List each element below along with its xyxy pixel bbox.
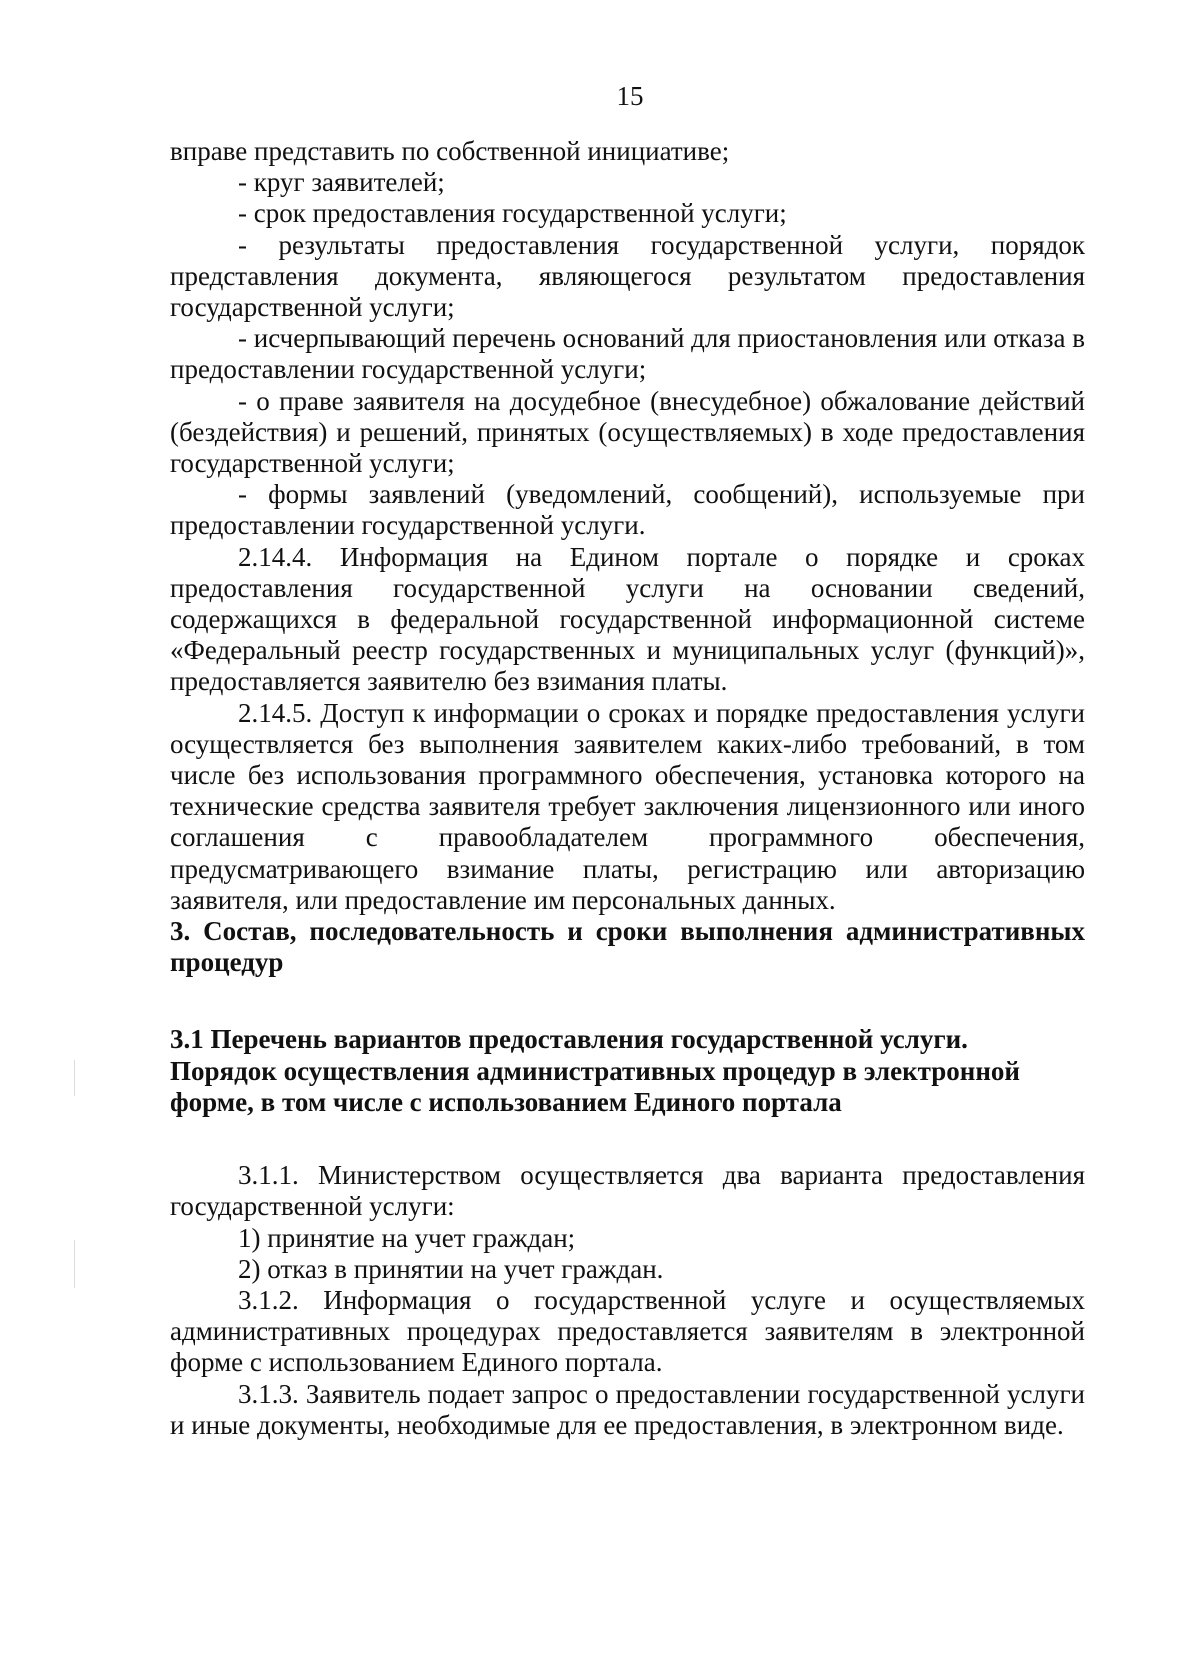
paragraph-3-1-2: 3.1.2. Информация о государственной услуге и осуществляемых административных процедурах предоставляется заявителям в электронной форме с использованием Единого портала. [170, 1284, 1085, 1378]
page-number: 15 [616, 81, 644, 111]
list-item: - исчерпывающий перечень оснований для приостановления или отказа в предоставлении государственной услуги; [170, 323, 1085, 385]
paragraph-3-1-1: 3.1.1. Министерством осуществляется два варианта предоставления государственной услуги: [170, 1160, 1085, 1222]
document-body [170, 136, 1085, 1441]
paragraph: вправе представить по собственной инициативе; [170, 136, 730, 166]
list-item: - о праве заявителя на досудебное (внесудебное) обжалование действий (бездействия) и решений, принятых (осуществляемых) в ходе предоставления государственной услуги; [170, 385, 1085, 479]
subsection-heading [170, 1024, 1085, 1118]
section-heading: 3. Состав, последовательность и сроки выполнения административных процедур [170, 916, 1085, 978]
list-item: - результаты предоставления государственной услуги, порядок представления документа, являющегося результатом предоставления государственной услуги; [170, 229, 1085, 323]
list-item: 2) отказ в принятии на учет граждан. [238, 1253, 664, 1284]
subsection-heading-line: 3.1 Перечень вариантов предоставления государственной услуги. [170, 1024, 968, 1055]
list-item: 1) принятие на учет граждан; [238, 1222, 576, 1253]
subsection-heading-line: форме, в том числе с использованием Единого портала [170, 1086, 842, 1117]
list-item: - срок предоставления государственной услуги; [238, 198, 787, 229]
paragraph-2-14-4: 2.14.4. Информация на Едином портале о порядке и сроках предоставления государственной услуги на основании сведений, содержащихся в федеральной государственной информационной системе «Федеральный реестр государственных и муниципальных услуг (функций)», предоставляется заявителю без взимания платы. [170, 541, 1085, 697]
paragraph-2-14-5: 2.14.5. Доступ к информации о сроках и порядке предоставления услуги осуществляется без выполнения заявителем каких-либо требований, в том числе без использования программного обеспечения, установка которого на технические средства заявителя требует заключения лицензионного или иного соглашения с правообладателем программного обеспечения, предусматривающего взимание платы, регистрацию или авторизацию заявителя, или предоставление им персональных данных. [170, 697, 1085, 915]
subsection-heading-line: Порядок осуществления административных процедур в электронной [170, 1055, 1020, 1086]
list-item: - круг заявителей; [238, 167, 445, 198]
list-item: - формы заявлений (уведомлений, сообщений), используемые при предоставлении государственной услуги. [170, 479, 1085, 541]
scan-artifact [74, 1060, 75, 1096]
paragraph-3-1-3: 3.1.3. Заявитель подает запрос о предоставлении государственной услуги и иные документы, необходимые для ее предоставления, в электронном виде. [170, 1378, 1085, 1440]
scan-artifact [74, 1240, 75, 1288]
